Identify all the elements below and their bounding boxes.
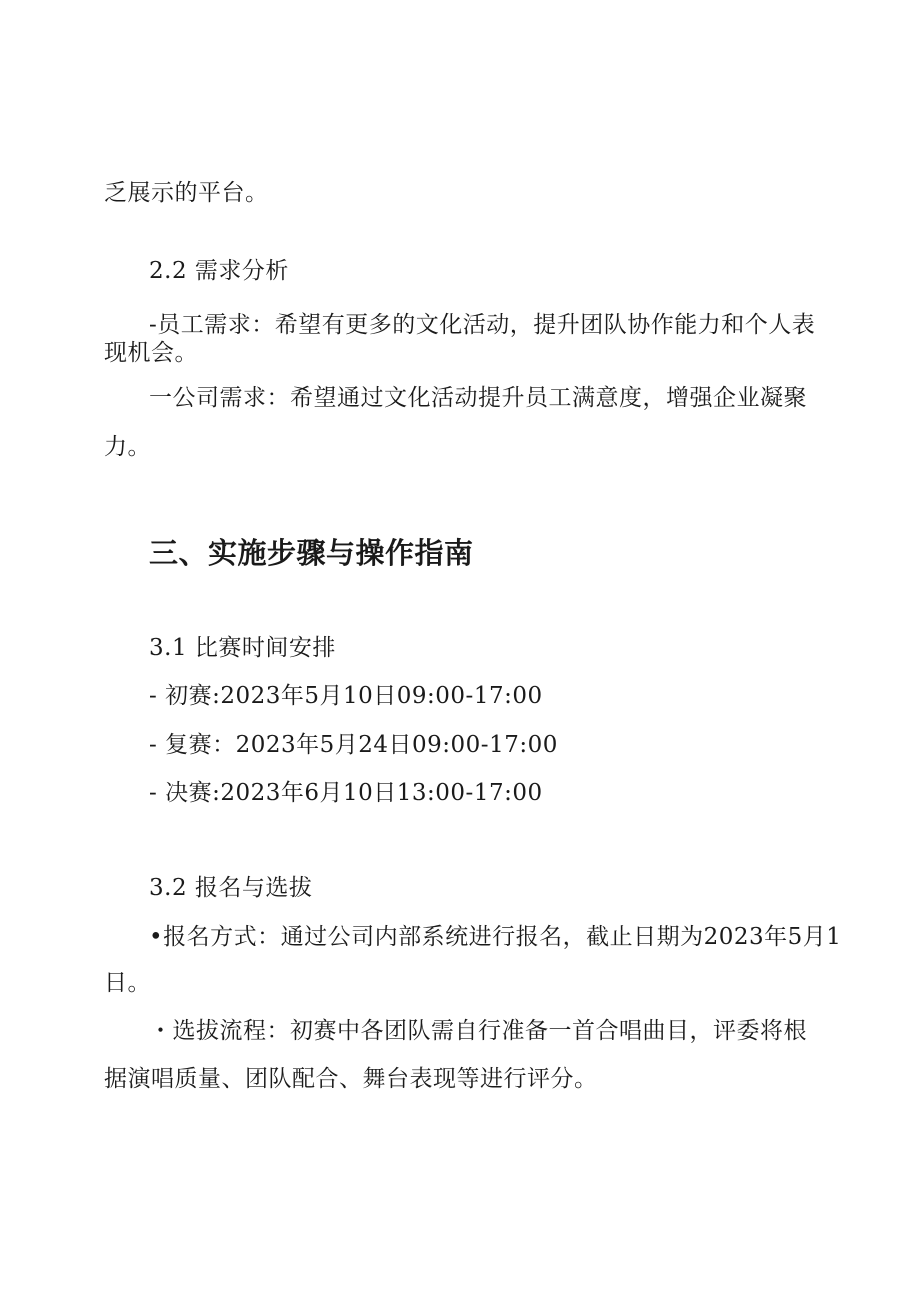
- employee-need-line2: 现机会。: [104, 340, 198, 366]
- subsection-title-3-2: 3.2 报名与选拔: [149, 875, 313, 901]
- paragraph-continuation: 乏展示的平台。: [104, 180, 269, 206]
- subsection-title-2-2: 2.2 需求分析: [149, 258, 289, 284]
- employee-need-line1: -员工需求：希望有更多的文化活动，提升团队协作能力和个人表: [149, 312, 816, 338]
- registration-line2: 日。: [104, 970, 151, 996]
- selection-line2: 据演唱质量、团队配合、舞台表现等进行评分。: [104, 1066, 598, 1092]
- schedule-item-semifinal: - 复赛：2023年5月24日09:00-17:00: [149, 732, 558, 758]
- schedule-item-final: - 决赛:2023年6月10日13:00-17:00: [149, 780, 543, 806]
- company-need-line2: 力。: [104, 434, 151, 460]
- company-need-line1: 一公司需求：希望通过文化活动提升员工满意度，增强企业凝聚: [149, 385, 807, 411]
- selection-line1: ・选拔流程：初赛中各团队需自行准备一首合唱曲目，评委将根: [149, 1018, 807, 1044]
- subsection-title-3-1: 3.1 比赛时间安排: [149, 635, 336, 661]
- schedule-item-preliminary: - 初赛:2023年5月10日09:00-17:00: [149, 683, 543, 709]
- section-heading-3: 三、实施步骤与操作指南: [149, 536, 474, 570]
- registration-line1: •报名方式：通过公司内部系统进行报名，截止日期为2023年5月1: [149, 924, 842, 950]
